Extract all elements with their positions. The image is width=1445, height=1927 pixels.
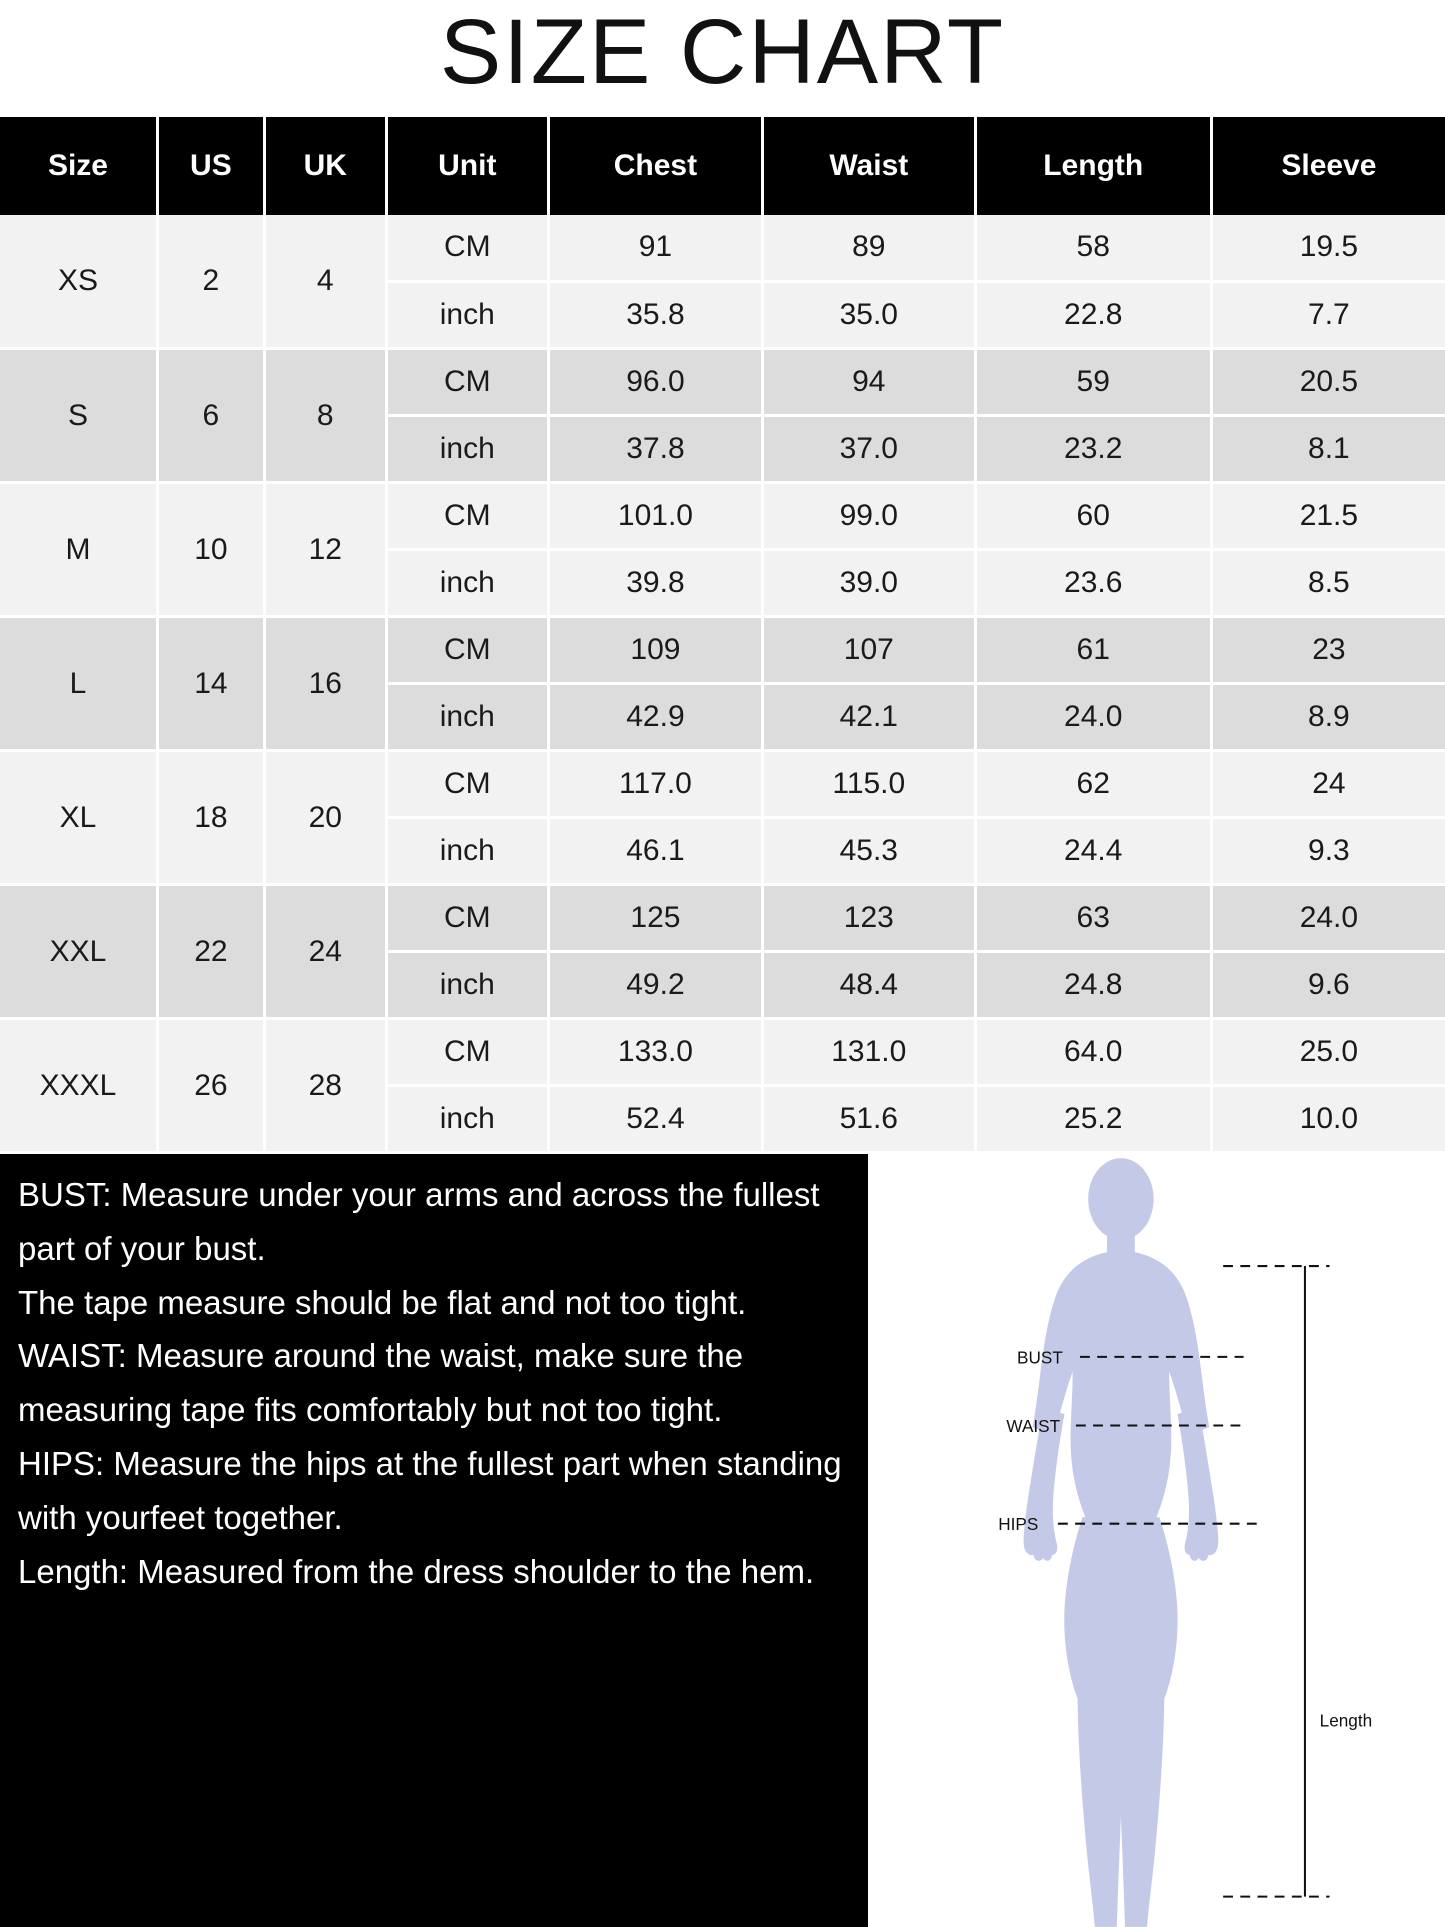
cell-us: 18 [157, 751, 264, 885]
cell-unit: inch [386, 1086, 548, 1153]
cell-chest: 109 [548, 617, 762, 684]
cell-uk: 12 [264, 483, 386, 617]
cell-waist: 51.6 [762, 1086, 975, 1153]
cell-unit: CM [386, 483, 548, 550]
cell-sleeve: 8.1 [1211, 416, 1445, 483]
cell-chest: 125 [548, 885, 762, 952]
cell-waist: 89 [762, 215, 975, 282]
cell-unit: CM [386, 617, 548, 684]
body-silhouette-icon [1024, 1158, 1219, 1927]
cell-uk: 24 [264, 885, 386, 1019]
cell-length: 64.0 [975, 1019, 1211, 1086]
length-label: Length [1319, 1710, 1373, 1731]
cell-uk: 16 [264, 617, 386, 751]
cell-waist: 45.3 [762, 818, 975, 885]
cell-waist: 131.0 [762, 1019, 975, 1086]
header-sleeve: Sleeve [1211, 117, 1445, 215]
cell-unit: CM [386, 349, 548, 416]
cell-length: 63 [975, 885, 1211, 952]
cell-chest: 46.1 [548, 818, 762, 885]
cell-unit: CM [386, 751, 548, 818]
cell-unit: inch [386, 952, 548, 1019]
cell-waist: 123 [762, 885, 975, 952]
cell-size: L [0, 617, 157, 751]
cell-size: S [0, 349, 157, 483]
cell-sleeve: 25.0 [1211, 1019, 1445, 1086]
table-row [0, 617, 1445, 684]
cell-chest: 133.0 [548, 1019, 762, 1086]
cell-length: 23.2 [975, 416, 1211, 483]
cell-chest: 101.0 [548, 483, 762, 550]
cell-us: 14 [157, 617, 264, 751]
table-row [0, 349, 1445, 416]
table-body [0, 215, 1445, 1153]
cell-sleeve: 20.5 [1211, 349, 1445, 416]
table-row [0, 1019, 1445, 1086]
cell-length: 22.8 [975, 282, 1211, 349]
instruction-tape: The tape measure should be flat and not too tight. [18, 1283, 747, 1321]
cell-size: XXL [0, 885, 157, 1019]
cell-chest: 39.8 [548, 550, 762, 617]
header-unit: Unit [386, 117, 548, 215]
cell-uk: 20 [264, 751, 386, 885]
cell-sleeve: 8.9 [1211, 684, 1445, 751]
cell-waist: 42.1 [762, 684, 975, 751]
cell-unit: inch [386, 684, 548, 751]
cell-unit: inch [386, 550, 548, 617]
cell-waist: 107 [762, 617, 975, 684]
cell-chest: 117.0 [548, 751, 762, 818]
cell-length: 59 [975, 349, 1211, 416]
cell-unit: inch [386, 416, 548, 483]
table-row [0, 885, 1445, 952]
cell-chest: 42.9 [548, 684, 762, 751]
cell-chest: 35.8 [548, 282, 762, 349]
cell-waist: 99.0 [762, 483, 975, 550]
instruction-waist: WAIST: Measure around the waist, make sure the measuring tape fits comfortably but not too tight. [18, 1337, 744, 1429]
cell-length: 25.2 [975, 1086, 1211, 1153]
table-row [0, 483, 1445, 550]
cell-us: 2 [157, 215, 264, 349]
cell-us: 22 [157, 885, 264, 1019]
bust-label: BUST [1017, 1347, 1063, 1368]
cell-unit: CM [386, 885, 548, 952]
cell-sleeve: 21.5 [1211, 483, 1445, 550]
cell-length: 61 [975, 617, 1211, 684]
cell-size: M [0, 483, 157, 617]
cell-waist: 37.0 [762, 416, 975, 483]
cell-sleeve: 10.0 [1211, 1086, 1445, 1153]
cell-length: 62 [975, 751, 1211, 818]
cell-waist: 115.0 [762, 751, 975, 818]
cell-waist: 39.0 [762, 550, 975, 617]
header-waist: Waist [762, 117, 975, 215]
cell-length: 24.0 [975, 684, 1211, 751]
cell-size: XL [0, 751, 157, 885]
cell-length: 24.4 [975, 818, 1211, 885]
cell-sleeve: 24 [1211, 751, 1445, 818]
cell-length: 23.6 [975, 550, 1211, 617]
cell-sleeve: 7.7 [1211, 282, 1445, 349]
header-us: US [157, 117, 264, 215]
table-header [0, 117, 1445, 215]
female-body-diagram [868, 1154, 1445, 1927]
size-chart-table [0, 117, 1445, 1155]
header-length: Length [975, 117, 1211, 215]
cell-sleeve: 9.3 [1211, 818, 1445, 885]
cell-chest: 37.8 [548, 416, 762, 483]
page-title: SIZE CHART [439, 1, 1006, 103]
cell-sleeve: 8.5 [1211, 550, 1445, 617]
cell-unit: CM [386, 215, 548, 282]
instruction-bust: BUST: Measure under your arms and across the fullest part of your bust. [18, 1176, 820, 1267]
cell-waist: 94 [762, 349, 975, 416]
cell-chest: 52.4 [548, 1086, 762, 1153]
cell-size: XXXL [0, 1019, 157, 1153]
cell-chest: 49.2 [548, 952, 762, 1019]
instruction-length: Length: Measured from the dress shoulder to the hem. [18, 1552, 815, 1590]
header-chest: Chest [548, 117, 762, 215]
cell-unit: CM [386, 1019, 548, 1086]
cell-uk: 4 [264, 215, 386, 349]
cell-unit: inch [386, 282, 548, 349]
instruction-hips: HIPS: Measure the hips at the fullest part when standing with yourfeet together. [18, 1445, 842, 1536]
cell-chest: 96.0 [548, 349, 762, 416]
cell-length: 24.8 [975, 952, 1211, 1019]
bottom-section [0, 1154, 1445, 1927]
cell-waist: 48.4 [762, 952, 975, 1019]
cell-sleeve: 19.5 [1211, 215, 1445, 282]
waist-label: WAIST [1006, 1416, 1061, 1437]
table-row [0, 215, 1445, 282]
length-measure-line [1223, 1266, 1329, 1897]
cell-length: 60 [975, 483, 1211, 550]
cell-size: XS [0, 215, 157, 349]
cell-length: 58 [975, 215, 1211, 282]
header-uk: UK [264, 117, 386, 215]
cell-sleeve: 24.0 [1211, 885, 1445, 952]
header-size: Size [0, 117, 157, 215]
cell-unit: inch [386, 818, 548, 885]
cell-uk: 28 [264, 1019, 386, 1153]
cell-uk: 8 [264, 349, 386, 483]
table-row [0, 751, 1445, 818]
measurement-instructions [0, 1154, 868, 1927]
cell-chest: 91 [548, 215, 762, 282]
cell-us: 6 [157, 349, 264, 483]
cell-us: 10 [157, 483, 264, 617]
cell-sleeve: 9.6 [1211, 952, 1445, 1019]
cell-waist: 35.0 [762, 282, 975, 349]
measurement-figure [868, 1154, 1445, 1927]
cell-us: 26 [157, 1019, 264, 1153]
hips-label: HIPS [998, 1514, 1039, 1535]
table-header-row [0, 117, 1445, 215]
cell-sleeve: 23 [1211, 617, 1445, 684]
